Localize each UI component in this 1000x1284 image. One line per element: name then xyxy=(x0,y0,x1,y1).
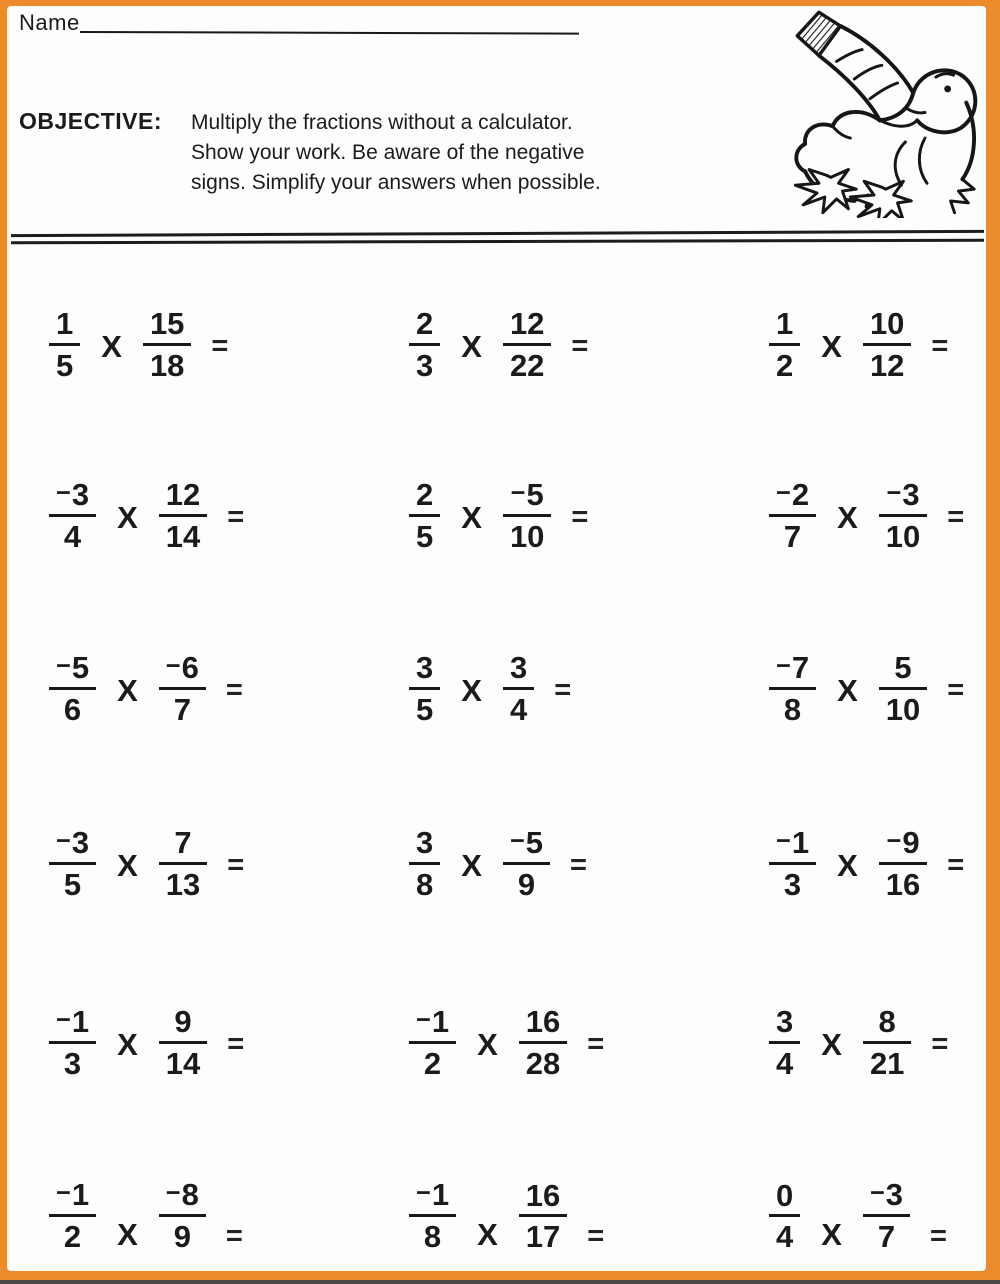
second-fraction-bar xyxy=(503,687,534,690)
first-fraction-bar xyxy=(49,687,96,690)
first-fraction xyxy=(405,1179,460,1253)
equals-sign: = xyxy=(225,673,243,706)
first-fraction xyxy=(45,479,100,553)
first-fraction-numerator: 2 xyxy=(416,477,434,513)
first-fraction-bar xyxy=(49,343,80,346)
first-fraction-denominator: 2 xyxy=(423,1046,442,1082)
divider-line-bottom xyxy=(11,239,984,245)
second-fraction-denominator: 18 xyxy=(149,348,185,384)
first-fraction xyxy=(45,652,100,726)
second-fraction-numerator: −8 xyxy=(165,1177,199,1213)
second-fraction-bar xyxy=(159,862,207,865)
name-blank-line xyxy=(80,31,579,35)
problem-cell xyxy=(375,430,735,602)
second-fraction-bar xyxy=(159,1041,207,1044)
second-fraction-numerator: −5 xyxy=(510,477,544,513)
problem-cell xyxy=(735,952,982,1134)
second-fraction-denominator: 14 xyxy=(165,519,201,555)
second-fraction xyxy=(515,1004,571,1082)
second-fraction-bar xyxy=(143,343,191,346)
first-fraction-numerator: −3 xyxy=(56,477,90,513)
first-fraction xyxy=(405,477,444,555)
second-fraction-denominator: 16 xyxy=(885,867,921,903)
problem-cell xyxy=(15,602,375,776)
second-fraction-bar xyxy=(879,514,927,517)
first-fraction xyxy=(45,1006,100,1080)
equals-sign: = xyxy=(225,1220,243,1252)
first-fraction-bar xyxy=(409,1214,456,1217)
instruction-line-2: Show your work. Be aware of the negative xyxy=(191,141,585,164)
second-fraction-numerator: 3 xyxy=(509,650,528,686)
first-fraction xyxy=(45,1179,100,1253)
first-fraction-denominator: 3 xyxy=(63,1046,82,1082)
second-fraction-denominator: 13 xyxy=(165,867,201,903)
second-fraction-bar xyxy=(863,1214,910,1217)
equals-sign: = xyxy=(571,500,589,533)
problem-cell xyxy=(15,260,375,430)
first-fraction xyxy=(405,1006,460,1080)
first-fraction-denominator: 8 xyxy=(423,1219,442,1255)
second-fraction xyxy=(859,306,915,384)
second-fraction-bar xyxy=(519,1041,567,1044)
second-fraction-numerator: 7 xyxy=(174,825,192,861)
problem-cell xyxy=(15,430,375,602)
equals-sign: = xyxy=(227,1027,245,1060)
first-fraction xyxy=(405,825,444,903)
second-fraction-numerator: −3 xyxy=(869,1177,904,1213)
equals-sign: = xyxy=(227,848,245,881)
second-fraction-bar xyxy=(503,343,551,346)
first-fraction-bar xyxy=(769,687,816,690)
problem-cell xyxy=(735,430,982,602)
first-fraction-numerator: −1 xyxy=(416,1004,450,1040)
equals-sign: = xyxy=(587,1220,605,1252)
multiply-operator: X xyxy=(477,1217,498,1252)
first-fraction-bar xyxy=(409,862,440,865)
second-fraction xyxy=(155,1179,210,1253)
second-fraction-denominator: 22 xyxy=(509,348,545,384)
first-fraction-bar xyxy=(49,862,96,865)
equals-sign: = xyxy=(931,1027,949,1060)
first-fraction-denominator: 4 xyxy=(776,1046,794,1082)
first-fraction-bar xyxy=(49,514,96,517)
first-fraction-denominator: 7 xyxy=(783,519,802,555)
second-fraction-denominator: 10 xyxy=(885,692,921,728)
second-fraction xyxy=(859,1004,915,1082)
multiply-operator: X xyxy=(117,1217,138,1252)
second-fraction xyxy=(859,1179,914,1253)
first-fraction-denominator: 2 xyxy=(63,1219,82,1255)
divider-line-top xyxy=(11,230,984,237)
problem-cell xyxy=(375,776,735,952)
first-fraction xyxy=(405,306,444,384)
multiply-operator: X xyxy=(117,848,138,883)
multiply-operator: X xyxy=(477,1027,498,1062)
second-fraction-denominator: 10 xyxy=(885,519,921,555)
equals-sign: = xyxy=(571,329,589,362)
first-fraction-numerator: 0 xyxy=(776,1177,794,1213)
first-fraction-numerator: 3 xyxy=(416,650,434,686)
second-fraction-numerator: 16 xyxy=(525,1177,561,1213)
equals-sign: = xyxy=(554,673,572,706)
worksheet-page xyxy=(7,6,986,1271)
second-fraction xyxy=(155,1004,211,1082)
first-fraction-denominator: 8 xyxy=(783,692,802,728)
equals-sign: = xyxy=(931,329,949,362)
name-label: Name xyxy=(19,10,80,35)
problem-cell xyxy=(15,952,375,1134)
first-fraction xyxy=(45,306,84,384)
multiply-operator: X xyxy=(837,500,858,535)
multiply-operator: X xyxy=(117,1027,138,1062)
second-fraction xyxy=(139,306,195,384)
first-fraction-numerator: −1 xyxy=(56,1004,90,1040)
equals-sign: = xyxy=(947,500,965,533)
first-fraction-bar xyxy=(49,1041,96,1044)
second-fraction-denominator: 12 xyxy=(869,348,905,384)
problem-cell xyxy=(375,952,735,1134)
second-fraction-numerator: 9 xyxy=(174,1004,192,1040)
second-fraction xyxy=(155,825,211,903)
multiply-operator: X xyxy=(821,329,842,364)
multiply-operator: X xyxy=(821,1027,842,1062)
problem-cell xyxy=(375,1134,735,1269)
first-fraction-numerator: 1 xyxy=(776,306,794,342)
first-fraction-numerator: −1 xyxy=(416,1177,450,1213)
multiply-operator: X xyxy=(117,673,138,708)
second-fraction-bar xyxy=(503,862,550,865)
second-fraction-denominator: 28 xyxy=(525,1046,561,1082)
multiply-operator: X xyxy=(821,1217,842,1252)
second-fraction-denominator: 21 xyxy=(869,1046,905,1082)
first-fraction xyxy=(765,1004,804,1082)
first-fraction-denominator: 3 xyxy=(416,348,434,384)
problem-cell xyxy=(735,602,982,776)
second-fraction-numerator: 10 xyxy=(869,306,905,342)
first-fraction-numerator: −7 xyxy=(776,650,810,686)
first-fraction xyxy=(765,306,804,384)
second-fraction-numerator: −3 xyxy=(886,477,920,513)
multiply-operator: X xyxy=(461,500,482,535)
first-fraction-bar xyxy=(409,1041,456,1044)
second-fraction-denominator: 9 xyxy=(173,1219,191,1255)
second-fraction xyxy=(499,650,538,728)
second-fraction-bar xyxy=(863,1041,911,1044)
multiply-operator: X xyxy=(117,500,138,535)
problem-cell xyxy=(375,602,735,776)
first-fraction-bar xyxy=(769,343,800,346)
second-fraction-bar xyxy=(159,514,207,517)
second-fraction xyxy=(499,306,555,384)
second-fraction-denominator: 9 xyxy=(517,867,536,903)
first-fraction-denominator: 5 xyxy=(416,692,434,728)
second-fraction xyxy=(499,827,554,901)
problem-cell xyxy=(15,1134,375,1269)
double-rule-divider xyxy=(11,230,984,245)
first-fraction xyxy=(765,652,820,726)
first-fraction xyxy=(765,1177,804,1255)
scan-bottom-edge xyxy=(0,1280,1000,1284)
first-fraction-denominator: 4 xyxy=(63,519,82,555)
objective-instructions xyxy=(191,108,601,198)
second-fraction xyxy=(155,477,211,555)
multiply-operator: X xyxy=(837,673,858,708)
second-fraction xyxy=(155,652,210,726)
second-fraction-bar xyxy=(519,1214,567,1217)
second-fraction xyxy=(875,479,931,553)
second-fraction-bar xyxy=(863,343,911,346)
first-fraction xyxy=(765,827,820,901)
problem-cell xyxy=(375,260,735,430)
first-fraction-numerator: −5 xyxy=(56,650,90,686)
second-fraction-numerator: −9 xyxy=(886,825,920,861)
multiply-operator: X xyxy=(101,329,122,364)
first-fraction-numerator: 3 xyxy=(776,1004,794,1040)
equals-sign: = xyxy=(227,500,245,533)
equals-sign: = xyxy=(211,329,229,362)
equals-sign: = xyxy=(930,1220,947,1252)
first-fraction-denominator: 2 xyxy=(776,348,794,384)
problem-cell xyxy=(735,776,982,952)
first-fraction-bar xyxy=(769,1214,800,1217)
problem-cell xyxy=(15,776,375,952)
equals-sign: = xyxy=(947,848,965,881)
problem-cell xyxy=(735,260,982,430)
second-fraction-numerator: −5 xyxy=(509,825,544,861)
second-fraction-numerator: 15 xyxy=(149,306,185,342)
second-fraction-bar xyxy=(879,687,927,690)
first-fraction-bar xyxy=(769,514,816,517)
problem-cell xyxy=(735,1134,982,1269)
second-fraction-denominator: 14 xyxy=(165,1046,201,1082)
first-fraction-denominator: 6 xyxy=(63,692,82,728)
first-fraction-numerator: 2 xyxy=(416,306,434,342)
first-fraction-numerator: 3 xyxy=(416,825,434,861)
first-fraction-denominator: 5 xyxy=(416,519,434,555)
first-fraction xyxy=(765,479,820,553)
first-fraction-bar xyxy=(409,687,440,690)
instruction-line-3: signs. Simplify your answers when possible. xyxy=(191,171,601,194)
first-fraction-numerator: −3 xyxy=(56,825,90,861)
multiply-operator: X xyxy=(461,329,482,364)
first-fraction-numerator: −1 xyxy=(56,1177,90,1213)
problems-grid xyxy=(15,260,982,1269)
name-row xyxy=(19,10,579,36)
second-fraction-numerator: 16 xyxy=(525,1004,561,1040)
second-fraction xyxy=(515,1177,571,1255)
second-fraction-denominator: 17 xyxy=(525,1219,561,1255)
objective-section xyxy=(19,108,601,198)
first-fraction-bar xyxy=(769,862,816,865)
second-fraction-bar xyxy=(159,687,206,690)
first-fraction-numerator: −1 xyxy=(776,825,810,861)
second-fraction-bar xyxy=(503,514,551,517)
first-fraction-numerator: −2 xyxy=(776,477,810,513)
second-fraction-denominator: 4 xyxy=(509,692,528,728)
first-fraction-bar xyxy=(49,1214,96,1217)
multiply-operator: X xyxy=(461,673,482,708)
second-fraction-numerator: 12 xyxy=(165,477,201,513)
second-fraction xyxy=(875,650,931,728)
first-fraction-bar xyxy=(769,1041,800,1044)
second-fraction-denominator: 7 xyxy=(877,1219,896,1255)
second-fraction-bar xyxy=(159,1214,206,1217)
second-fraction-denominator: 10 xyxy=(509,519,545,555)
first-fraction-bar xyxy=(409,514,440,517)
first-fraction-denominator: 5 xyxy=(56,348,74,384)
second-fraction-numerator: 8 xyxy=(878,1004,896,1040)
first-fraction-denominator: 8 xyxy=(416,867,434,903)
equals-sign: = xyxy=(947,673,965,706)
second-fraction xyxy=(499,479,555,553)
bird-with-pencil-illustration xyxy=(758,6,984,218)
second-fraction-numerator: 5 xyxy=(894,650,912,686)
first-fraction-denominator: 5 xyxy=(63,867,82,903)
multiply-operator: X xyxy=(461,848,482,883)
second-fraction-numerator: −6 xyxy=(165,650,199,686)
first-fraction-numerator: 1 xyxy=(56,306,74,342)
second-fraction-bar xyxy=(879,862,927,865)
second-fraction xyxy=(875,827,931,901)
first-fraction xyxy=(405,650,444,728)
first-fraction-bar xyxy=(409,343,440,346)
objective-label: OBJECTIVE: xyxy=(19,108,163,134)
equals-sign: = xyxy=(570,848,587,881)
second-fraction-numerator: 12 xyxy=(509,306,545,342)
equals-sign: = xyxy=(587,1027,605,1060)
instruction-line-1: Multiply the fractions without a calculator. xyxy=(191,111,573,134)
second-fraction-denominator: 7 xyxy=(173,692,191,728)
first-fraction-denominator: 3 xyxy=(783,867,802,903)
multiply-operator: X xyxy=(837,848,858,883)
first-fraction xyxy=(45,827,100,901)
first-fraction-denominator: 4 xyxy=(776,1219,794,1255)
